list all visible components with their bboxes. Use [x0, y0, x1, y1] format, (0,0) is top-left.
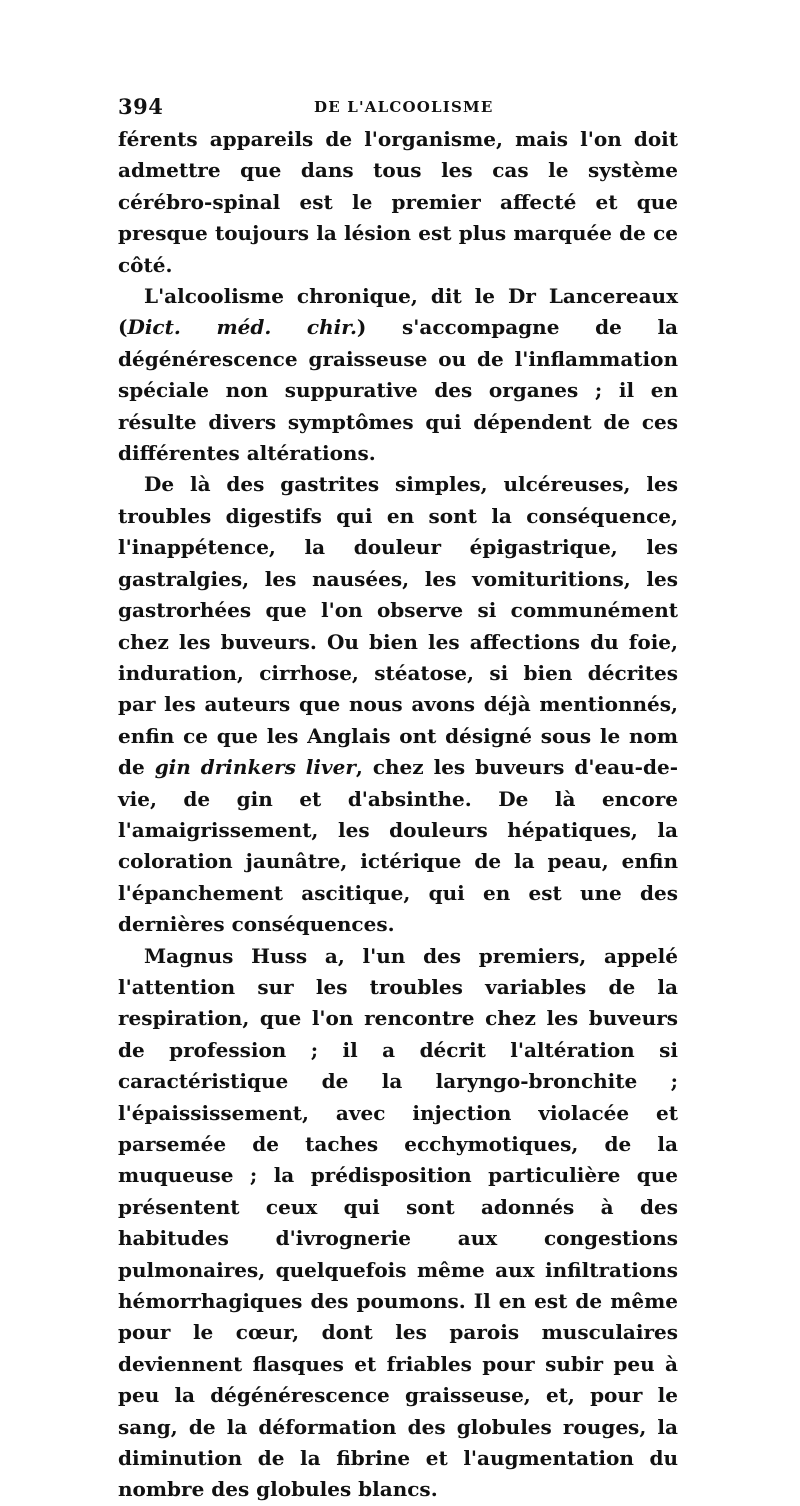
paragraph-gastrites — [118, 469, 678, 940]
paragraph-gastrites-before: De là des gastrites simples, ulcéreuses, les troubles digestifs qui en sont la conséquence, l'inappétence, la douleur épigastrique, les gastralgies, les nausées, les vomituritions, les gastrorhées que l'on observe si communément chez les buveurs. Ou bien les affections du foie, induration, cirrhose, stéatose, si bien décrites par les auteurs que nous avons déjà mentionnés, enfin ce que les Anglais ont désigné sous le nom de — [118, 472, 678, 780]
book-page — [118, 88, 678, 1506]
citation-dict-med-chir: Dict. méd. chir. — [127, 315, 357, 340]
page-number: 394 — [118, 94, 164, 119]
running-head: DE L'ALCOOLISME — [314, 98, 494, 116]
term-gin-drinkers-liver: gin drinkers liver — [154, 755, 356, 780]
paragraph-lancereaux-before: L'alcoolisme chronique, dit le Dr Lancereaux ( — [118, 284, 678, 340]
paragraph-lancereaux — [118, 281, 678, 469]
page-header — [118, 88, 678, 120]
paragraph-continuation: férents appareils de l'organisme, mais l'on doit admettre que dans tous les cas le système cérébro-spinal est le premier affecté et que presque toujours la lésion est plus marquée de ce côté. — [118, 127, 678, 277]
body-text — [118, 124, 678, 1506]
paragraph-gastrites-after: , chez les buveurs d'eau-de-vie, de gin et d'absinthe. De là encore l'amaigrissement, les douleurs hépatiques, la coloration jaunâtre, ictérique de la peau, enfin l'épanchement ascitique, qui en est une des dernières conséquences. — [118, 755, 678, 937]
paragraph-magnus-huss: Magnus Huss a, l'un des premiers, appelé l'attention sur les troubles variables de la respiration, que l'on rencontre chez les buveurs de profession ; il a décrit l'altération si caractéristique de la laryngo-bronchite ; l'épaississement, avec injection violacée et parsemée de taches ecchymotiques, de la muqueuse ; la prédisposition particulière que présentent ceux qui sont adonnés à des habitudes d'ivrognerie aux congestions pulmonaires, quelquefois même aux infiltrations hémorrhagiques des poumons. Il en est de même pour le cœur, dont les parois musculaires deviennent flasques et friables pour subir peu à peu la dégénérescence graisseuse, et, pour le sang, de la déformation des globules rouges, la diminution de la fibrine et l'augmentation du nombre des globules blancs. — [118, 943, 678, 1502]
paragraph-lancereaux-after: ) s'accompagne de la dégénérescence graisseuse ou de l'inflammation spéciale non suppurative des organes ; il en résulte divers symptômes qui dépendent de ces différentes altérations. — [118, 315, 679, 466]
